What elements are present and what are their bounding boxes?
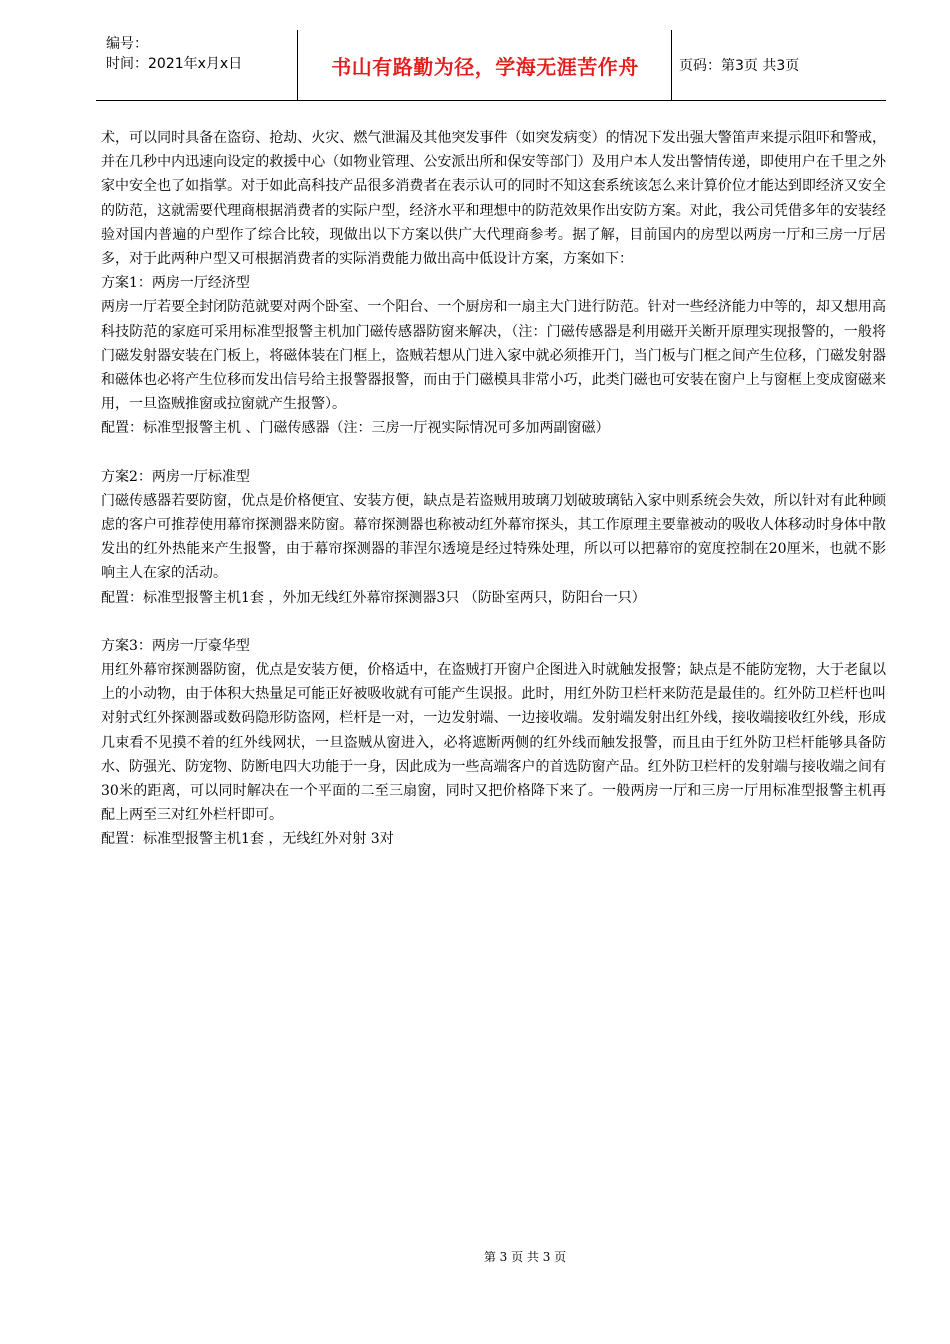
header-divider bbox=[671, 30, 672, 100]
plan3-paragraph: 用红外幕帘探测器防窗，优点是安装方便，价格适中，在盗贼打开窗户企图进入时就触发报警；缺点是不能防宠物，大于老鼠以上的小动物，由于体积大热量足可能正好被吸收就有可能产生误报。此时，用红外防卫栏杆来防范是最佳的。红外防卫栏杆也叫对射式红外探测器或数码隐形防盗网，栏杆是一对，一边发射端、一边接收端。发射端发射出红外线，接收端接收红外线，形成几束看不见摸不着的红外线网状，一旦盗贼从窗进入，必将遮断两侧的红外线而触发报警，而且由于红外防卫栏杆能够具备防水、防强光、防宠物、防断电四大功能于一身，因此成为一些高端客户的首选防窗产品。红外防卫栏杆的发射端与接收端之间有30米的距离，可以同时解决在一个平面的二至三扇窗，同时又把价格降下来了。一般两房一厅和三房一厅用标准型报警主机再配上两至三对红外栏杆即可。 bbox=[101, 662, 886, 824]
plan1-title: 方案1：两房一厅经济型 bbox=[101, 275, 250, 292]
page-header bbox=[96, 30, 886, 101]
plan1-paragraph: 两房一厅若要全封闭防范就要对两个卧室、一个阳台、一个厨房和一扇主大门进行防范。针对一些经济能力中等的，却又想用高科技防范的家庭可采用标准型报警主机加门磁传感器防窗来解决，（注：门磁传感器是利用磁开关断开原理实现报警的，一般将门磁发射器安装在门板上，将磁体装在门框上，盗贼若想从门进入家中就必须推开门，当门板与门框之间产生位移，门磁发射器和磁体也必将产生位移而发出信号给主报警器报警，而由于门磁模具非常小巧，此类门磁也可安装在窗户上与窗框上变成窗磁来用，一旦盗贼推窗或拉窗就产生报警）。 bbox=[101, 299, 886, 413]
header-divider bbox=[297, 30, 298, 100]
plan2-title: 方案2：两房一厅标准型 bbox=[101, 468, 250, 485]
section-gap bbox=[101, 441, 886, 465]
plan3-title: 方案3：两房一厅豪华型 bbox=[101, 637, 250, 654]
plan1-config: 配置：标准型报警主机 、门磁传感器（注：三房一厅视实际情况可多加两副窗磁） bbox=[101, 420, 610, 437]
document-time-label: 时间：2021年x月x日 bbox=[106, 56, 243, 72]
plan3-config: 配置：标准型报警主机1套 ，无线红外对射 3对 bbox=[101, 831, 394, 848]
header-meta bbox=[106, 34, 242, 74]
document-body bbox=[101, 126, 886, 852]
section-gap bbox=[101, 610, 886, 634]
header-page-info: 页码：第3页 共3页 bbox=[679, 58, 800, 74]
plan2-config: 配置：标准型报警主机1套 ，外加无线红外幕帘探测器3只 （防卧室两只，防阳台一只） bbox=[101, 589, 646, 606]
header-motto: 书山有路勤为径，学海无涯苦作舟 bbox=[331, 54, 639, 79]
page-footer: 第 3 页 共 3 页 bbox=[483, 1250, 567, 1264]
document-number-label: 编号： bbox=[106, 36, 148, 52]
plan2-paragraph: 门磁传感器若要防窗，优点是价格便宜、安装方便，缺点是若盗贼用玻璃刀划破玻璃钻入家中则系统会失效，所以针对有此种顾虑的客户可推荐使用幕帘探测器来防窗。幕帘探测器也称被动红外幕帘探头，其工作原理主要靠被动的吸收人体移动时身体中散发出的红外热能来产生报警，由于幕帘探测器的菲涅尔透境是经过特殊处理，所以可以把幕帘的宽度控制在20厘米，也就不影响主人在家的活动。 bbox=[101, 492, 886, 582]
intro-paragraph: 术，可以同时具备在盗窃、抢劫、火灾、燃气泄漏及其他突发事件（如突发病变）的情况下发出强大警笛声来提示阻吓和警戒，并在几秒中内迅速向设定的救援中心（如物业管理、公安派出所和保安等部门）及用户本人发出警情传递，即使用户在千里之外家中安全也了如指掌。对于如此高科技产品很多消费者在表示认可的同时不知这套系统该怎么来计算价位才能达到即经济又安全的防范，这就需要代理商根据消费者的实际户型，经济水平和理想中的防范效果作出安防方案。对此，我公司凭借多年的安装经验对国内普遍的户型作了综合比较，现做出以下方案以供广大代理商参考。据了解，目前国内的房型以两房一厅和三房一厅居多，对于此两种户型又可根据消费者的实际消费能力做出高中低设计方案，方案如下： bbox=[101, 130, 886, 268]
